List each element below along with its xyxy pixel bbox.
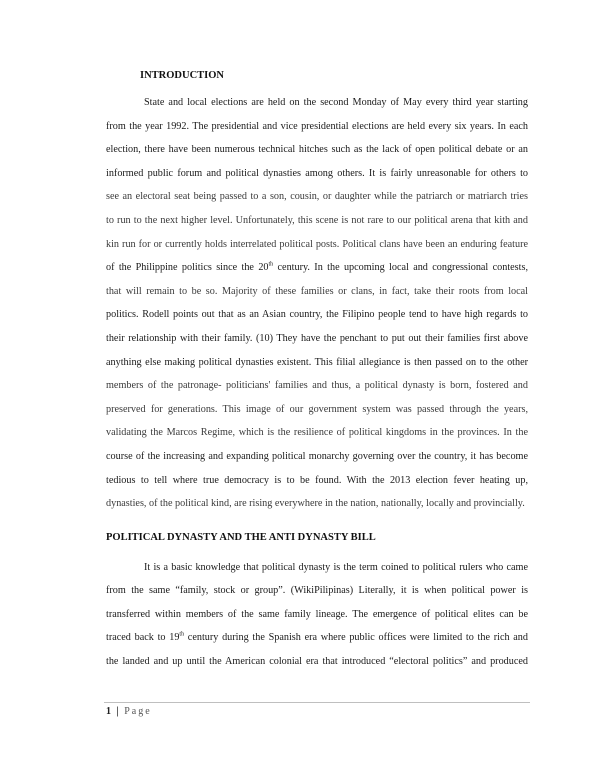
text-line: that will remain to be so. Majority of these families or clans, in fact, take their roots from local (106, 285, 528, 297)
text-line: to run to the next higher level. Unfortunately, this scene is not rare to our political arena that kith and (106, 214, 528, 226)
page-number: 1 (106, 706, 111, 717)
text-line: dynasties, of the political kind, are rising everywhere in the nation, nationally, locally and provincially. (106, 498, 525, 510)
footer-separator: | (116, 706, 119, 717)
section-heading: POLITICAL DYNASTY AND THE ANTI DYNASTY BILL (106, 531, 376, 543)
text-line: of the Philippine politics since the 20th century. In the upcoming local and congressional contests, (106, 261, 528, 274)
text-line: anything else making political dynasties existent. This filial allegiance is then passed on to the other (106, 356, 528, 368)
text-line: State and local elections are held on the second Monday of May every third year starting (144, 97, 528, 108)
text-line: informed public forum and political dynasties among others. It is fairly unreasonable for others to (106, 167, 528, 179)
document-body (106, 66, 528, 674)
text-line: the landed and up until the American colonial era that introduced “electoral politics” and produced (106, 656, 528, 668)
text-line: traced back to 19th century during the Spanish era where public offices were limited to the rich and (106, 632, 528, 644)
text-line: from the year 1992. The presidential and vice presidential elections are held every six years. In each (106, 120, 528, 132)
text-line: from the same “family, stock or group”. (WikiPilipinas) Literally, it is when political power is (106, 585, 528, 597)
text-line: validating the Marcos Regime, which is the resilience of political kingdoms in the provinces. In the (106, 427, 528, 439)
text-line: see an electoral seat being passed to a son, cousin, or daughter while the patriarch or matriarch tries (106, 191, 528, 203)
section-paragraph (106, 556, 528, 674)
page-label: Page (124, 706, 152, 717)
text-line: tedious to tell where true democracy is to be found. With the 2013 election fever heating up, (106, 474, 528, 486)
introduction-paragraph (106, 91, 528, 516)
text-line: It is a basic knowledge that political dynasty is the term coined to political rulers who came (144, 561, 528, 573)
page-footer (106, 706, 152, 717)
text-line: transferred within members of the same family lineage. The emergence of political elites can be (106, 608, 528, 620)
text-line: course of the increasing and expanding political monarchy governing over the country, it has become (106, 450, 528, 462)
introduction-heading: INTRODUCTION (140, 70, 225, 81)
text-line: kin run for or currently holds interrelated political posts. Political clans have been an enduring feature (106, 238, 528, 250)
text-line: election, there have been numerous technical hitches such as the lack of open political debate or an (106, 144, 528, 156)
text-line: members of the patronage- politicians' families and thus, a political dynasty is born, fostered and (106, 380, 528, 392)
text-line: politics. Rodell points out that as an Asian country, the Filipino people tend to have high regards to (106, 309, 528, 321)
text-line: their relationship with their family. (10) They have the penchant to put out their families first above (106, 332, 528, 344)
text-line: preserved for generations. This image of our government system was passed through the years, (106, 403, 528, 415)
footer-divider (104, 702, 530, 703)
